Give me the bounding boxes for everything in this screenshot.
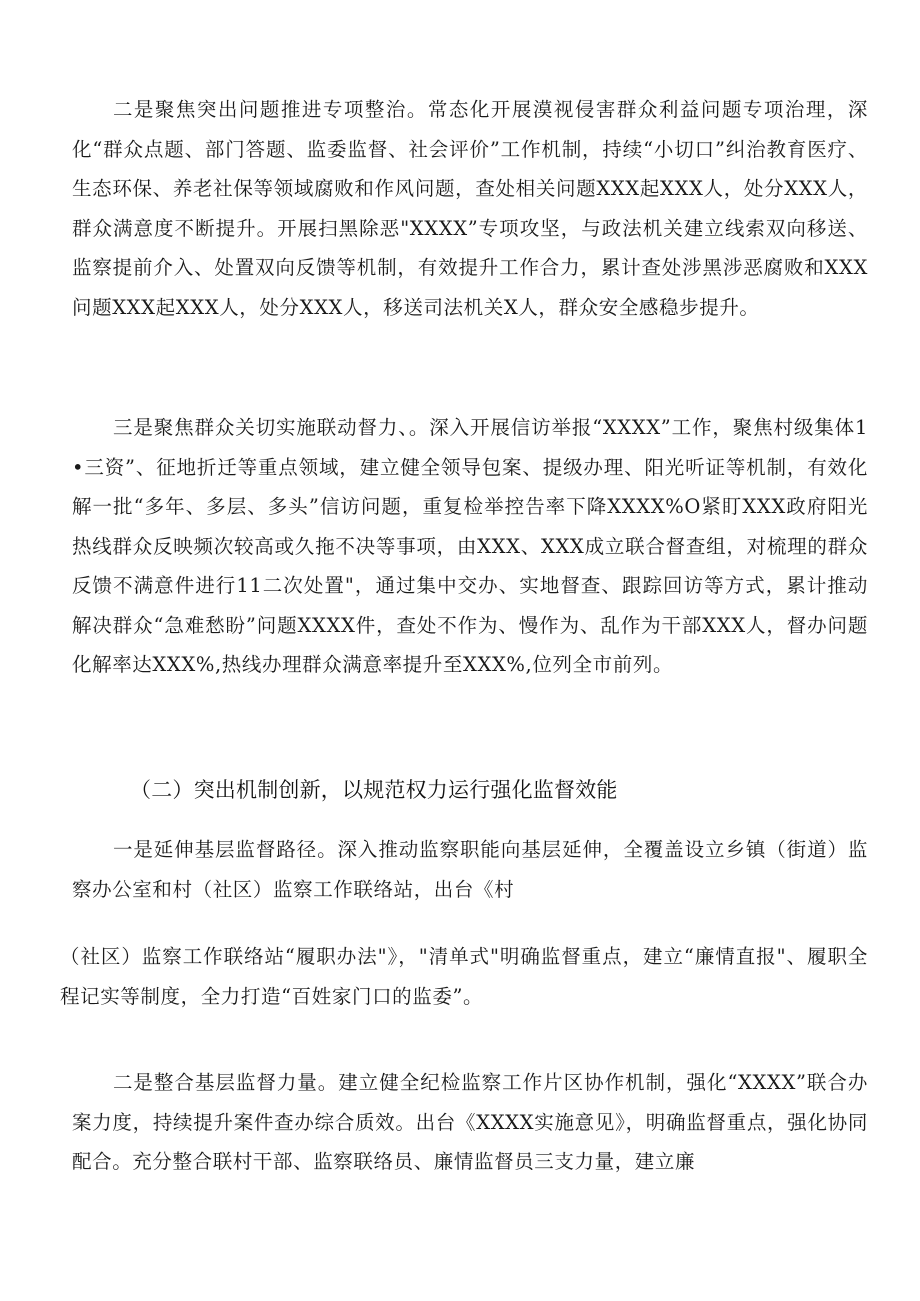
paragraph-extend-supervision: 一是延伸基层监督路径。深入推动监察职能向基层延伸，全覆盖设立乡镇（街道）监察办公室和村（社区）监察工作联络站，出台《村 [72, 838, 868, 901]
paragraph-integrate-forces: 二是整合基层监督力量。建立健全纪检监察工作片区协作机制，强化“XXXX”联合办案力度，持续提升案件查办综合质效。出台《XXXX实施意见》，明确监督重点，强化协同配合。充分整合联村干部、监察联络员、廉情监督员三支力量，建立廉 [72, 1071, 868, 1173]
section-heading: （二）突出机制创新，以规范权力运行强化监督效能 [130, 778, 618, 802]
paragraph-extend-supervision-continued: （社区）监察工作联络站“履职办法"》，"清单式"明确监督重点，建立“廉情直报"、履职全程记实等制度，全力打造“百姓家门口的监委”。 [60, 945, 868, 1008]
paragraph-focus-concerns: 三是聚焦群众关切实施联动督力、。深入开展信访举报“XXXX”工作，聚焦村级集体1•三资”、征地折迁等重点领域，建立健全领导包案、提级办理、阳光听证等机制，有效化解一批“多年、多层、多头”信访问题，重复检举控告率下降XXXX%O紧盯XXX政府阳光热线群众反映频次较高或久拖不决等事项，由XXX、XXX成立联合督查组，对梳理的群众反馈不满意件进行11二次处置"，通过集中交办、实地督查、跟踪回访等方式，累计推动解决群众“急难愁盼”问题XXXX件，查处不作为、慢作为、乱作为干部XXX人，督办问题化解率达XXX%,热线办理群众满意率提升至XXX%,位列全市前列。 [72, 416, 868, 676]
paragraph-focus-problems: 二是聚焦突出问题推进专项整治。常态化开展漠视侵害群众利益问题专项治理，深化“群众点题、部门答题、监委监督、社会评价”工作机制，持续“小切口”纠治教育医疗、生态环保、养老社保等领域腐败和作风问题，查处相关问题XXX起XXX人，处分XXX人，群众满意度不断提升。开展扫黑除恶"XXXX”专项攻坚，与政法机关建立线索双向移送、监察提前介入、处置双向反馈等机制，有效提升工作合力，累计查处涉黑涉恶腐败和XXX问题XXX起XXX人，处分XXX人，移送司法机关X人，群众安全感稳步提升。 [72, 98, 868, 319]
